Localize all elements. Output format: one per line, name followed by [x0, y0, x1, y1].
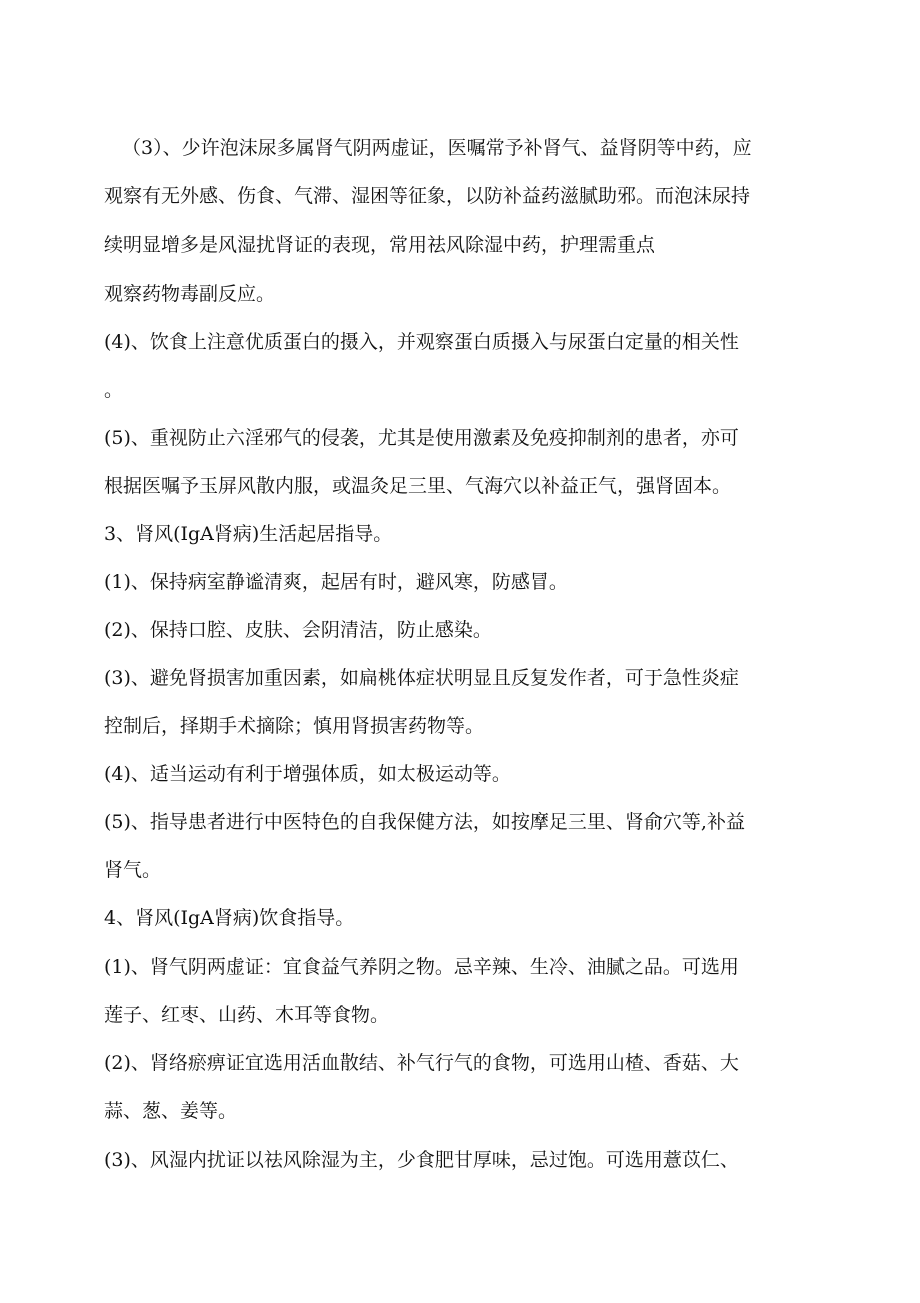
- section-heading: 3、肾风(IgA肾病)生活起居指导。: [104, 523, 393, 545]
- text-line: (3)、避免肾损害加重因素，如扁桃体症状明显且反复发作者，可于急性炎症: [104, 667, 739, 689]
- text-line: 续明显增多是风湿扰肾证的表现，常用祛风除湿中药，护理需重点: [104, 234, 656, 256]
- text-line: (1)、保持病室静谧清爽，起居有时，避风寒，防感冒。: [104, 571, 568, 593]
- text-line: （3）、少许泡沫尿多属肾气阴两虚证，医嘱常予补肾气、益肾阴等中药，应: [122, 137, 752, 159]
- text-line: (5)、重视防止六淫邪气的侵袭，尤其是使用激素及免疫抑制剂的患者，亦可: [104, 427, 739, 449]
- text-line: 。: [104, 379, 124, 401]
- text-line: 莲子、红枣、山药、木耳等食物。: [104, 1004, 390, 1026]
- text-line: (2)、保持口腔、皮肤、会阴清洁，防止感染。: [104, 619, 492, 641]
- text-line: 肾气。: [104, 859, 162, 881]
- text-line: (1)、肾气阴两虚证：宜食益气养阴之物。忌辛辣、生冷、油腻之品。可选用: [104, 956, 739, 978]
- text-line: 观察有无外感、伤食、气滞、湿困等征象，以防补益药滋腻助邪。而泡沫尿持: [104, 185, 751, 207]
- text-line: 蒜、葱、姜等。: [104, 1100, 238, 1122]
- text-line: (3)、风湿内扰证以祛风除湿为主，少食肥甘厚味，忌过饱。可选用薏苡仁、: [104, 1149, 739, 1171]
- text-line: (4)、饮食上注意优质蛋白的摄入，并观察蛋白质摄入与尿蛋白定量的相关性: [104, 331, 739, 353]
- text-line: (2)、肾络瘀痹证宜选用活血散结、补气行气的食物，可选用山楂、香菇、大: [104, 1052, 739, 1074]
- text-line: 控制后，择期手术摘除；慎用肾损害药物等。: [104, 715, 485, 737]
- text-line: (4)、适当运动有利于增强体质，如太极运动等。: [104, 763, 511, 785]
- text-line: (5)、指导患者进行中医特色的自我保健方法，如按摩足三里、肾俞穴等,补益: [104, 811, 745, 833]
- text-line: 观察药物毒副反应。: [104, 283, 276, 305]
- text-line: 根据医嘱予玉屏风散内服，或温灸足三里、气海穴以补益正气，强肾固本。: [104, 475, 732, 497]
- section-heading: 4、肾风(IgA肾病)饮食指导。: [104, 907, 355, 929]
